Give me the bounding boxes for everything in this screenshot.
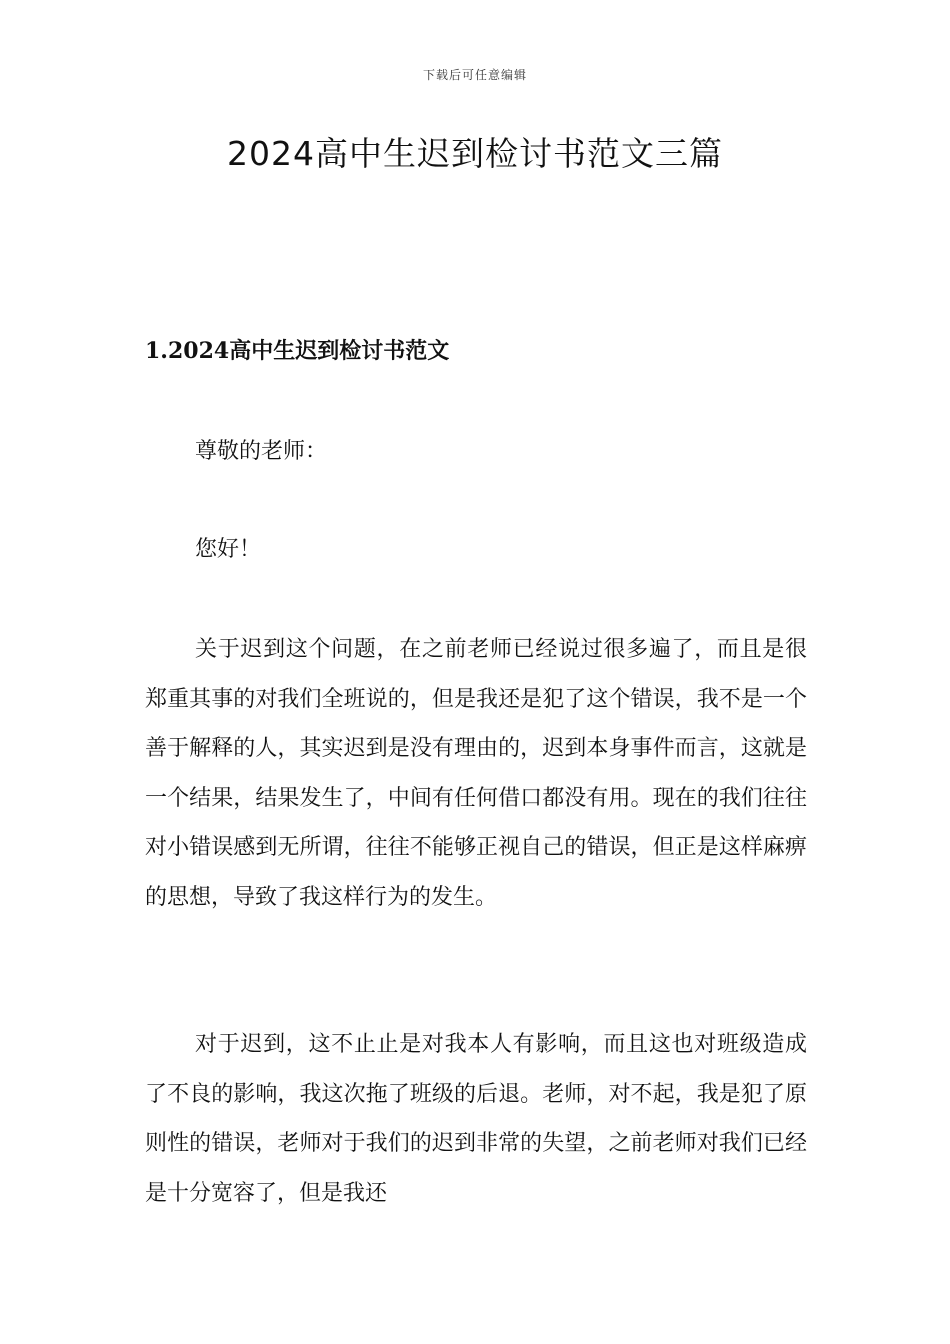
greeting: 您好！	[195, 537, 262, 562]
document-title: 2024高中生迟到检讨书范文三篇	[227, 134, 723, 173]
page-header-note: 下载后可任意编辑	[422, 68, 527, 82]
salutation: 尊敬的老师：	[195, 439, 328, 464]
body-paragraph: 关于迟到这个问题，在之前老师已经说过很多遍了，而且是很郑重其事的对我们全班说的，但是我还是犯了这个错误，我不是一个善于解释的人，其实迟到是没有理由的，迟到本身事件而言，这就是一个结果，结果发生了，中间有任何借口都没有用。现在的我们往往对小错误感到无所谓，往往不能够正视自己的错误，但正是这样麻痹的思想，导致了我这样行为的发生。	[145, 637, 807, 910]
section-heading: 1.2024高中生迟到检讨书范文	[145, 338, 450, 364]
body-paragraph: 对于迟到，这不止止是对我本人有影响，而且这也对班级造成了不良的影响，我这次拖了班级的后退。老师，对不起，我是犯了原则性的错误，老师对于我们的迟到非常的失望，之前老师对我们已经是十分宽容了，但是我还	[145, 1032, 807, 1206]
